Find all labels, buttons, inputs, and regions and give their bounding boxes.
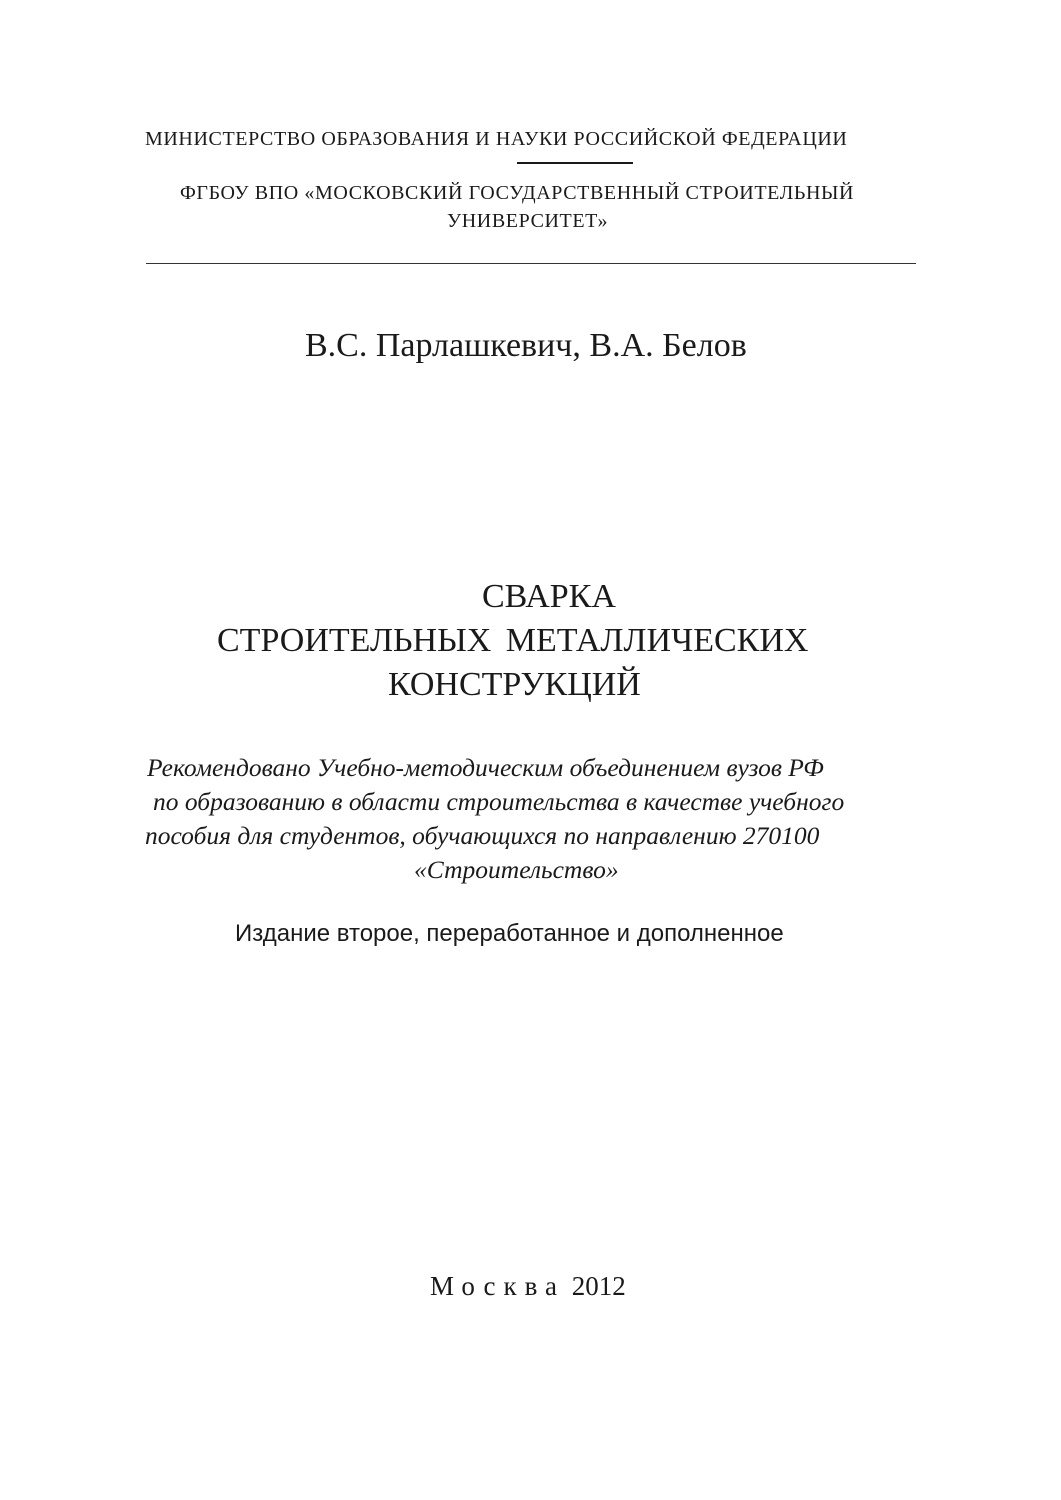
ministry-name: МИНИСТЕРСТВО ОБРАЗОВАНИЯ И НАУКИ РОССИЙСКОЙ ФЕДЕРАЦИИ xyxy=(145,128,848,150)
imprint-city: Москва xyxy=(430,1271,565,1301)
recommendation-line-1: Рекомендовано Учебно-методическим объединением вузов РФ xyxy=(147,753,824,782)
university-name-line-2: УНИВЕРСИТЕТ» xyxy=(447,210,609,232)
book-title-line-1: СВАРКА xyxy=(482,578,616,615)
university-name-line-1: ФГБОУ ВПО «МОСКОВСКИЙ ГОСУДАРСТВЕННЫЙ СТРОИТЕЛЬНЫЙ xyxy=(180,182,855,204)
imprint xyxy=(430,1271,626,1302)
short-divider xyxy=(517,162,633,164)
book-title-line-3: КОНСТРУКЦИЙ xyxy=(388,666,641,703)
recommendation-line-4: «Строительство» xyxy=(414,855,619,884)
header-divider xyxy=(146,263,916,264)
imprint-year: 2012 xyxy=(571,1271,626,1301)
authors: В.С. Парлашкевич, В.А. Белов xyxy=(305,327,747,364)
book-title-line-2: СТРОИТЕЛЬНЫХ МЕТАЛЛИЧЕСКИХ xyxy=(217,622,809,659)
recommendation-line-2: по образованию в области строительства в качестве учебного xyxy=(153,787,845,816)
edition-note: Издание второе, переработанное и дополненное xyxy=(235,920,784,947)
recommendation-line-3: пособия для студентов, обучающихся по направлению 270100 xyxy=(145,821,820,850)
